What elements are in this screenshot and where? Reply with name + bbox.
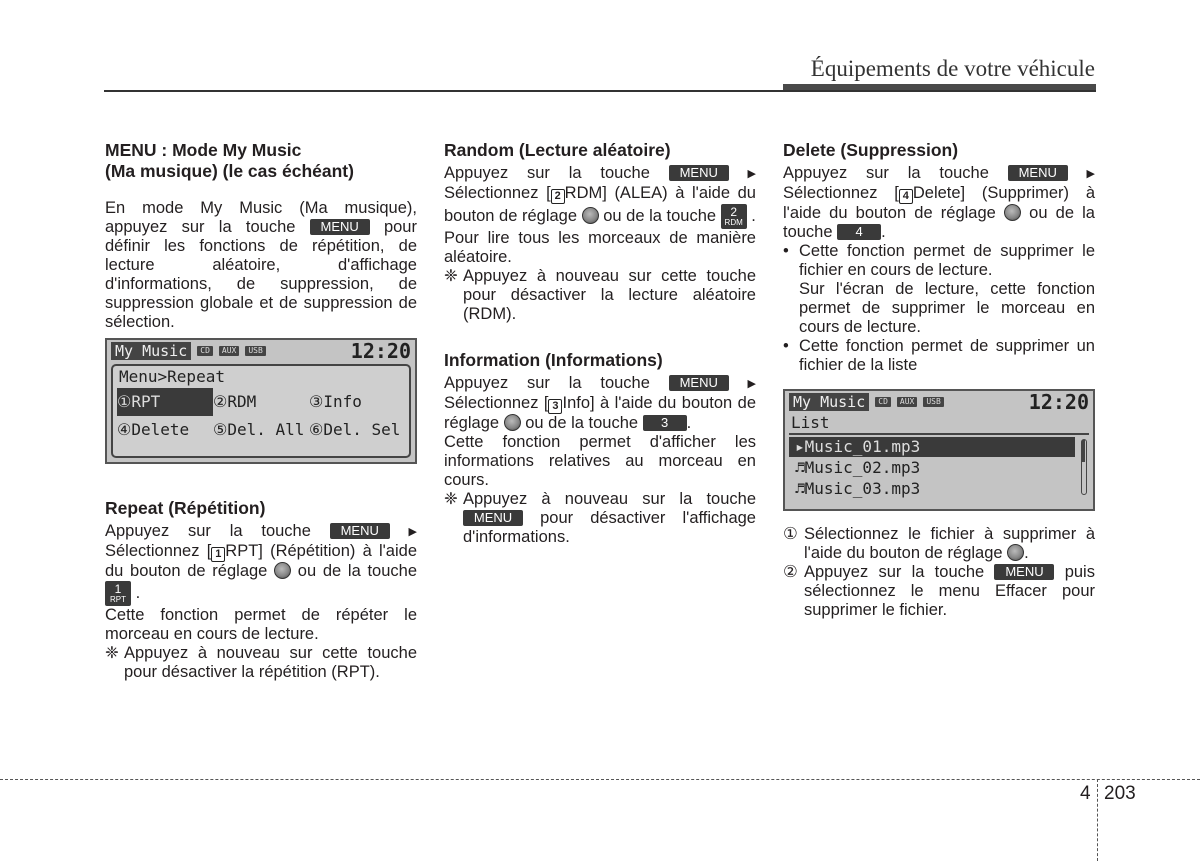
screen-path: List	[791, 413, 830, 432]
menu-screen	[105, 338, 417, 464]
number-4-icon: 4	[899, 189, 913, 204]
menu-key: MENU	[669, 165, 729, 181]
menu-key: MENU	[994, 564, 1054, 580]
aux-chip: AUX	[897, 397, 917, 407]
menu-key: MENU	[669, 375, 729, 391]
usb-chip: USB	[923, 397, 943, 407]
arrow-right-icon: ▶	[747, 168, 756, 180]
chapter-number: 4	[1080, 783, 1091, 804]
section-heading-repeat: Repeat (Répétition)	[105, 498, 266, 518]
menu-key: MENU	[330, 523, 390, 539]
menu-key: MENU	[310, 219, 370, 235]
screen-clock: 12:20	[1028, 389, 1089, 414]
screen-item-del-sel: ⑥Del. Sel	[309, 420, 401, 439]
screen-clock: 12:20	[350, 338, 411, 363]
random-description: Pour lire tous les morceaux de manière aléatoire.	[444, 229, 756, 266]
repeat-description: Cette fonction permet de répéter le morceau en cours de lecture.	[105, 606, 417, 643]
key-3: 3	[643, 415, 687, 431]
section-heading-random: Random (Lecture aléatoire)	[444, 140, 671, 160]
screen-item-delete: ④Delete	[117, 420, 190, 439]
section-heading-info: Information (Informations)	[444, 350, 663, 370]
cd-chip: CD	[875, 397, 891, 407]
screen-item-info: ③Info	[309, 392, 362, 411]
file-item: ♬Music_03.mp3	[795, 479, 921, 498]
column-3	[783, 140, 1095, 620]
list-screen	[783, 389, 1095, 511]
repeat-note: ❈ Appuyez à nouveau sur cette touche pour désactiver la répétition (RPT).	[105, 644, 417, 681]
section-heading-delete: Delete (Suppression)	[783, 140, 959, 160]
header-rule	[104, 90, 1096, 92]
tune-knob-icon	[274, 562, 291, 579]
screen-item-rpt: ①RPT	[117, 388, 213, 416]
info-note: ❈ Appuyez à nouveau sur la touche MENU pour désactiver l'affichage d'informations.	[444, 490, 756, 546]
bullet-item: • Cette fonction permet de supprimer le fichier en cours de lecture.	[783, 242, 1095, 279]
random-paragraph: Appuyez sur la touche MENU ▶ Sélectionnez [ 2 RDM] (ALEA) à l'aide du bouton de réglage ou de la touche 2 RDM .	[444, 164, 756, 227]
screen-item-rdm: ②RDM	[213, 392, 257, 411]
screen-title: My Music	[789, 393, 869, 411]
column-1	[105, 140, 417, 682]
bullet-extra: Sur l'écran de lecture, cette fonction permet de supprimer le morceau en cours de lecture.	[799, 280, 1095, 336]
footer-rule	[0, 779, 1200, 780]
column-2	[444, 140, 756, 547]
menu-key: MENU	[463, 510, 523, 526]
step-1: ① Sélectionnez le fichier à supprimer à l'aide du bouton de réglage .	[783, 525, 1095, 562]
key-2-rdm: 2 RDM	[721, 204, 747, 229]
file-item-selected: ▸Music_01.mp3	[789, 437, 1075, 457]
arrow-right-icon: ▶	[408, 526, 417, 538]
page-number: 203	[1104, 783, 1136, 804]
step-2: ② Appuyez sur la touche MENU puis sélectionnez le menu Effacer pour supprimer le fichier.	[783, 563, 1095, 619]
tune-knob-icon	[1007, 544, 1024, 561]
section-heading-mode: MENU : Mode My Music (Ma musique) (le cas échéant)	[105, 140, 354, 181]
tune-knob-icon	[582, 207, 599, 224]
screen-title: My Music	[111, 342, 191, 360]
number-1-icon: 1	[211, 547, 225, 562]
usb-chip: USB	[245, 346, 265, 356]
tune-knob-icon	[504, 414, 521, 431]
file-item: ♬Music_02.mp3	[795, 458, 921, 477]
info-paragraph: Appuyez sur la touche MENU ▶ Sélectionnez [ 3 Info] à l'aide du bouton de réglage ou de la touche 3 .	[444, 374, 756, 432]
number-3-icon: 3	[548, 399, 562, 414]
arrow-right-icon: ▶	[747, 378, 756, 390]
repeat-paragraph: Appuyez sur la touche MENU ▶ Sélectionnez [ 1 RPT] (Répétition) à l'aide du bouton de réglage ou de la touche 1 RPT .	[105, 522, 418, 604]
info-description: Cette fonction permet d'afficher les informations relatives au morceau en cours.	[444, 433, 756, 489]
key-4: 4	[837, 224, 881, 240]
intro-paragraph: En mode My Music (Ma musique), appuyez sur la touche MENU pour définir les fonctions de répétition, de lecture aléatoire, d'affichage d'informations, de suppression, de suppression globale et de suppression de sélection.	[105, 199, 417, 331]
footer-divider	[1097, 779, 1098, 861]
menu-key: MENU	[1008, 165, 1068, 181]
delete-paragraph: Appuyez sur la touche MENU ▶ Sélectionnez [ 4 Delete] (Supprimer) à l'aide du bouton de réglage ou de la touche 4 .	[783, 164, 1095, 241]
screen-path: Menu>Repeat	[119, 367, 225, 386]
tune-knob-icon	[1004, 204, 1021, 221]
bullet-item: • Cette fonction permet de supprimer un fichier de la liste	[783, 337, 1095, 374]
screen-item-del-all: ⑤Del. All	[213, 420, 305, 439]
number-2-icon: 2	[551, 189, 565, 204]
aux-chip: AUX	[219, 346, 239, 356]
arrow-right-icon: ▶	[1086, 168, 1095, 180]
random-note: ❈ Appuyez à nouveau sur cette touche pour désactiver la lecture aléatoire (RDM).	[444, 267, 756, 323]
page-header-title: Équipements de votre véhicule	[810, 56, 1095, 81]
key-1-rpt: 1 RPT	[105, 581, 131, 606]
scrollbar	[1081, 439, 1087, 495]
cd-chip: CD	[197, 346, 213, 356]
